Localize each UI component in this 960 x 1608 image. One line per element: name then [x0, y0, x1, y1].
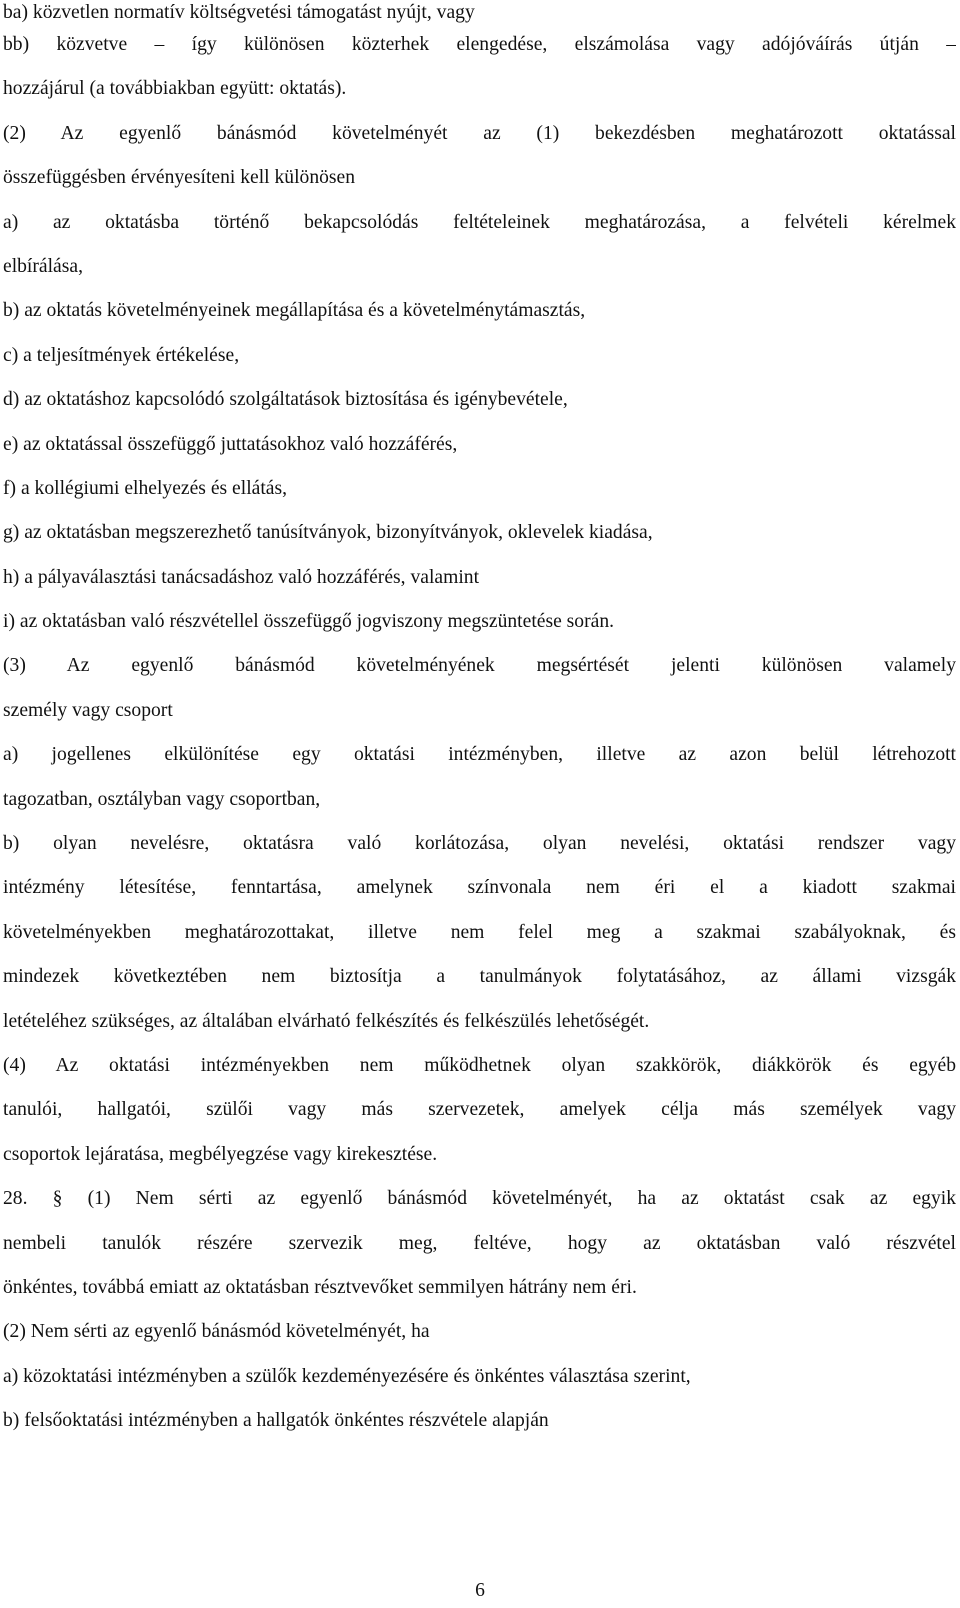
text-line: (3) Az egyenlő bánásmód követelményének megsértését jelenti különösen valamely — [3, 655, 956, 677]
text-line: (2) Nem sérti az egyenlő bánásmód követelményét, ha — [3, 1321, 430, 1343]
text-line: d) az oktatáshoz kapcsolódó szolgáltatások biztosítása és igénybevétele, — [3, 389, 568, 411]
text-line: önkéntes, továbbá emiatt az oktatásban résztvevőket semmilyen hátrány nem éri. — [3, 1276, 637, 1298]
text-line: összefüggésben érvényesíteni kell különösen — [3, 167, 356, 189]
text-line: mindezek következtében nem biztosítja a tanulmányok folytatásához, az állami vizsgák — [3, 966, 956, 988]
text-line: elbírálása, — [3, 255, 83, 277]
text-line: g) az oktatásban megszerezhető tanúsítványok, bizonyítványok, oklevelek kiadása, — [3, 522, 653, 544]
text-line: ba) közvetlen normatív költségvetési támogatást nyújt, vagy — [3, 2, 475, 23]
text-line: követelményekben meghatározottakat, illetve nem felel meg a szakmai szabályoknak, és — [3, 921, 956, 943]
text-line: f) a kollégiumi elhelyezés és ellátás, — [3, 477, 287, 499]
text-line: 28. § (1) Nem sérti az egyenlő bánásmód követelményét, ha az oktatást csak az egyik — [3, 1188, 956, 1210]
text-line: a) jogellenes elkülönítése egy oktatási intézményben, illetve az azon belül létrehozott — [3, 744, 956, 766]
text-line: letételéhez szükséges, az általában elvárható felkészítés és felkészülés lehetőségét. — [3, 1010, 650, 1032]
text-line: intézmény létesítése, fenntartása, amelynek színvonala nem éri el a kiadott szakmai — [3, 877, 956, 899]
text-line: bb) közvetve – így különösen közterhek elengedése, elszámolása vagy adójóváírás útján – — [3, 34, 956, 55]
text-line: h) a pályaválasztási tanácsadáshoz való hozzáférés, valamint — [3, 566, 480, 588]
text-line: tagozatban, osztályban vagy csoportban, — [3, 788, 321, 810]
text-line: e) az oktatással összefüggő juttatásokhoz való hozzáférés, — [3, 433, 458, 455]
text-line: hozzájárul (a továbbiakban együtt: oktatás). — [3, 78, 347, 100]
text-line: tanulói, hallgatói, szülői vagy más szervezetek, amelyek célja más személyek vagy — [3, 1099, 956, 1121]
text-line: a) közoktatási intézményben a szülők kezdeményezésére és önkéntes választása szerint, — [3, 1365, 691, 1387]
text-line: személy vagy csoport — [3, 699, 173, 721]
text-line: i) az oktatásban való részvétellel összefüggő jogviszony megszüntetése során. — [3, 611, 615, 633]
text-line: nembeli tanulók részére szervezik meg, feltéve, hogy az oktatásban való részvétel — [3, 1232, 956, 1254]
text-line: csoportok lejáratása, megbélyegzése vagy kirekesztése. — [3, 1143, 438, 1165]
document-body — [3, 0, 956, 1452]
text-line: b) olyan nevelésre, oktatásra való korlátozása, olyan nevelési, oktatási rendszer vagy — [3, 833, 956, 855]
text-line: a) az oktatásba történő bekapcsolódás feltételeinek meghatározása, a felvételi kérelmek — [3, 211, 956, 233]
text-line: b) az oktatás követelményeinek megállapítása és a követelménytámasztás, — [3, 300, 586, 322]
page-number: 6 — [475, 1580, 485, 1601]
text-line: (4) Az oktatási intézményekben nem működhetnek olyan szakkörök, diákkörök és egyéb — [3, 1054, 956, 1076]
text-line: b) felsőoktatási intézményben a hallgatók önkéntes részvétele alapján — [3, 1410, 549, 1432]
text-line: c) a teljesítmények értékelése, — [3, 344, 240, 366]
text-line: (2) Az egyenlő bánásmód követelményét az (1) bekezdésben meghatározott oktatással — [3, 122, 956, 144]
